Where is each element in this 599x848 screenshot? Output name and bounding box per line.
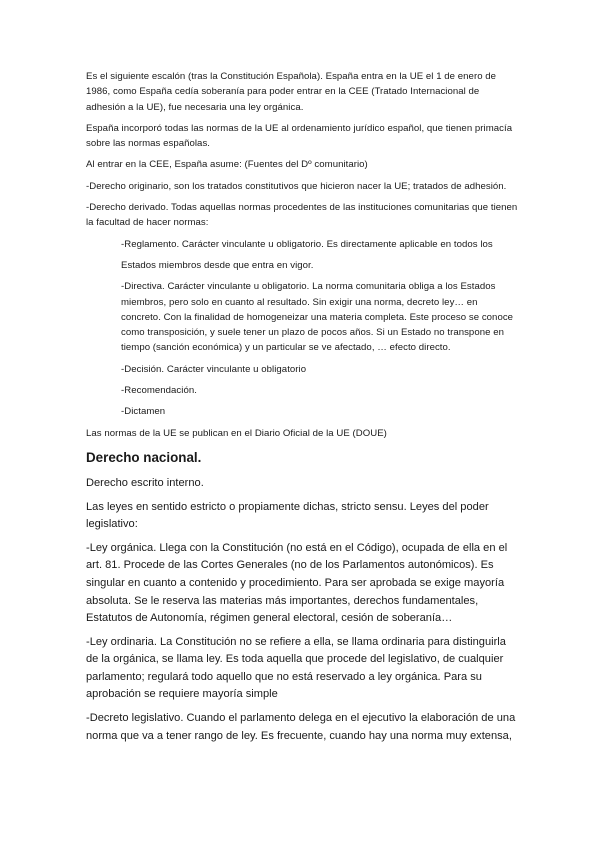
paragraph-doue: Las normas de la UE se publican en el Diario Oficial de la UE (DOUE) bbox=[86, 427, 387, 439]
list-item-recomendacion: -Recomendación. bbox=[121, 385, 197, 397]
paragraph-ue-intro: Es el siguiente escalón (tras la Constitución Española). España entra en la UE el 1 de enero de 1986, como España cedía soberanía para poder entrar en la CEE (Tratado Internacional de adhesión a la UE), fue necesaria una ley orgánica. bbox=[86, 71, 497, 113]
paragraph-decreto-legislativo: -Decreto legislativo. Cuando el parlamento delega en el ejecutivo la elaboración de una norma que va a tener rango de ley. Es frecuente, cuando hay una norma muy extensa, bbox=[86, 712, 516, 742]
paragraph-derecho-escrito: Derecho escrito interno. bbox=[86, 476, 204, 489]
list-item-directiva: -Directiva. Carácter vinculante u obligatorio. La norma comunitaria obliga a los Estados miembros, pero solo en cuanto al resultado. Sin exigir una norma, decreto ley… en concreto. Con la finalidad de homogeneizar una materia completa. Este proceso se conoce como transposición, y suele tener un plazo de pocos años. Si un Estado no transpone en tiempo (sanción económica) y un particular se ve afectado, … efecto directo. bbox=[121, 281, 514, 354]
section-heading: Derecho nacional. bbox=[86, 449, 202, 465]
paragraph-ley-organica: -Ley orgánica. Llega con la Constitución (no está en el Código), ocupada de ella en el art. 81. Procede de las Cortes Generales (no de los Parlamentos autonómicos). Es singular en cuanto a contenido y procedimiento. Para ser aprobada se exige mayoría absoluta. Se le reserva las materias más importantes, derechos fundamentales, Estatutos de Autonomía, régimen general electoral, cesión de soberanía… bbox=[86, 541, 508, 625]
paragraph-leyes-sentido-estricto: Las leyes en sentido estricto o propiamente dichas, stricto sensu. Leyes del poder legislativo: bbox=[86, 500, 489, 531]
paragraph-derecho-derivado: -Derecho derivado. Todas aquellas normas procedentes de las instituciones comunitarias que tienen la facultad de hacer normas: bbox=[86, 202, 518, 229]
list-item-reglamento: -Reglamento. Carácter vinculante u obligatorio. Es directamente aplicable en todos los bbox=[121, 238, 493, 250]
list-item-reglamento-cont: Estados miembros desde que entra en vigor. bbox=[121, 259, 314, 271]
paragraph-ue-sources: Al entrar en la CEE, España asume: (Fuentes del Dº comunitario) bbox=[86, 159, 368, 171]
document-body bbox=[86, 69, 518, 751]
paragraph-ley-ordinaria: -Ley ordinaria. La Constitución no se refiere a ella, se llama ordinaria para distinguirla de la orgánica, se llama ley. Es toda aquella que procede del legislativo, de cualquier parlamento; regulará todo aquello que no está reservado a ley orgánica. Para su aprobación se requiere mayoría simple bbox=[86, 635, 506, 701]
paragraph-derecho-originario: -Derecho originario, son los tratados constitutivos que hicieron nacer la UE; tratados de adhesión. bbox=[86, 180, 507, 192]
list-item-decision: -Decisión. Carácter vinculante u obligatorio bbox=[121, 363, 307, 375]
list-item-dictamen: -Dictamen bbox=[121, 406, 166, 418]
paragraph-ue-primacy: España incorporó todas las normas de la UE al ordenamiento jurídico español, que tienen primacía sobre las normas españolas. bbox=[86, 122, 513, 150]
